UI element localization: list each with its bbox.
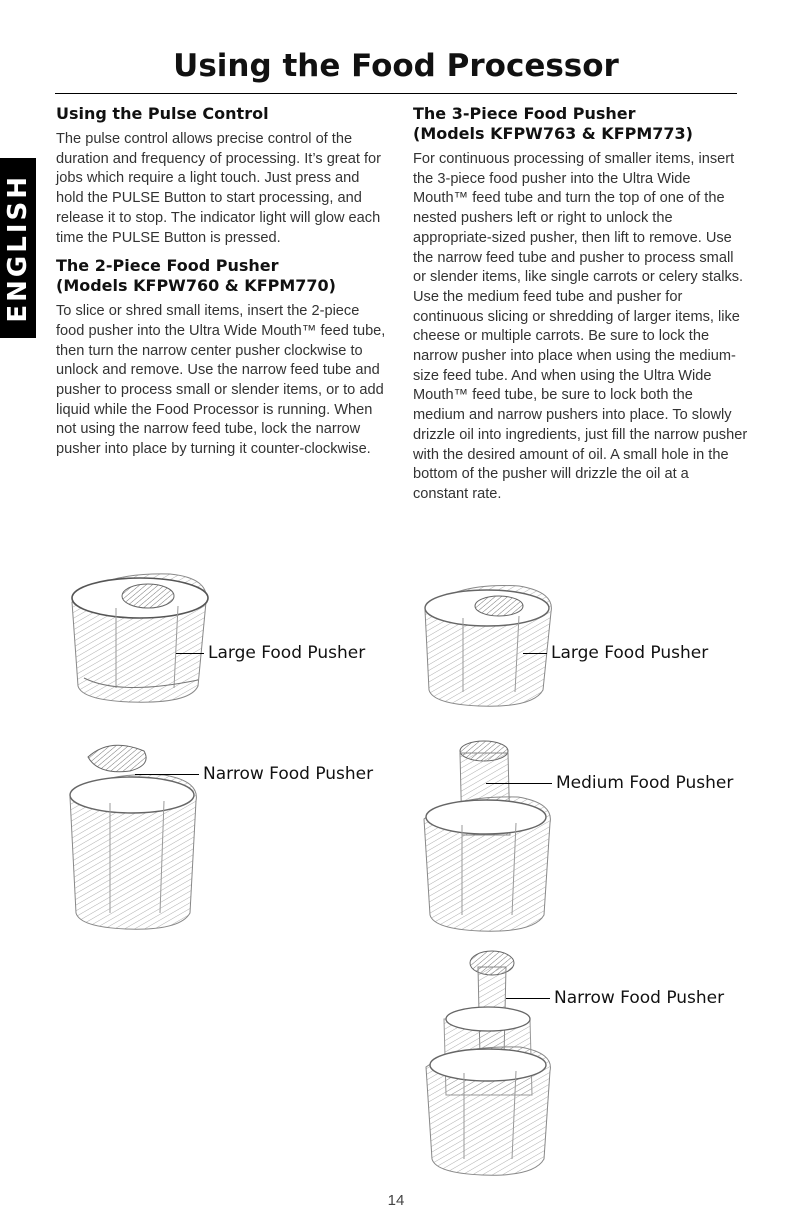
page-number: 14: [387, 1192, 405, 1209]
three-piece-pusher-heading: [413, 104, 748, 144]
three-piece-pusher-body: For continuous processing of smaller items, insert the 3-piece food pusher into the Ultra Wide Mouth™ feed tube and turn the top of one of the nested pushers left or right to unlock the appropriate-sized pusher, then lift to remove. Use the narrow feed tube and pusher to process small or slender items, like single carrots or celery stalks. Use the medium feed tube and pusher for continuous slicing or shredding of larger items, like cheese or multiple carrots. Be sure to lock the narrow pusher into place when using the medium-size feed tube. And when using the Ultra Wide Mouth™ feed tube, be sure to lock both the medium and narrow pushers into place. To slowly drizzle oil into ingredients, just fill the narrow pusher with the desired amount of oil. A small hole in the bottom of the pusher will drizzle the oil at a constant rate.: [413, 151, 748, 502]
right-column: [413, 104, 748, 505]
right-narrow-pusher-label: Narrow Food Pusher: [554, 988, 725, 1008]
left-narrow-pusher-callout: [135, 764, 373, 784]
three-piece-pusher-heading-line1: The 3-Piece Food Pusher: [413, 104, 636, 123]
two-piece-pusher-assembled-illustration: [60, 568, 220, 708]
left-narrow-pusher-label: Narrow Food Pusher: [203, 764, 374, 784]
page-title: Using the Food Processor: [173, 48, 619, 84]
right-large-pusher-label: Large Food Pusher: [551, 643, 709, 663]
callout-leader-line: [176, 653, 204, 654]
pulse-control-heading: Using the Pulse Control: [56, 104, 269, 123]
two-piece-pusher-body: To slice or shred small items, insert the 2-piece food pusher into the Ultra Wide Mouth™ feed tube, then turn the narrow center pusher clockwise to unlock and remove. Use the narrow feed tube and pusher to process small or slender items, or to add liquid while the Food Processor is running. When not using the narrow feed tube, lock the narrow pusher into place by turning it counter-clockwise.: [56, 303, 386, 458]
right-narrow-pusher-callout: [506, 988, 724, 1008]
left-column: [56, 104, 391, 460]
left-large-pusher-callout: [176, 643, 365, 663]
right-medium-pusher-callout: [486, 773, 733, 793]
right-medium-pusher-label: Medium Food Pusher: [556, 773, 734, 793]
pulse-control-body: The pulse control allows precise control of the duration and frequency of processing. It’s great for jobs which require a light touch. Just press and hold the PULSE Button to start processing, and release it to stop. The indicator light will glow each time the PULSE Button is pressed.: [56, 131, 382, 246]
three-piece-pusher-medium-illustration: [418, 735, 568, 935]
callout-leader-line: [486, 783, 552, 784]
callout-leader-line: [523, 653, 547, 654]
two-piece-pusher-heading-line1: The 2-Piece Food Pusher: [56, 256, 279, 276]
callout-leader-line: [135, 774, 199, 775]
three-piece-pusher-heading-line2: (Models KFPW763 & KFPM773): [413, 124, 693, 143]
language-tab: [0, 158, 36, 338]
left-large-pusher-label: Large Food Pusher: [208, 643, 366, 663]
two-piece-pusher-heading-line2: (Models KFPW760 & KFPM770): [56, 276, 336, 296]
two-piece-pusher-heading: [56, 256, 391, 296]
three-piece-pusher-narrow-illustration: [420, 945, 560, 1185]
title-divider: [55, 93, 737, 94]
language-tab-label: ENGLISH: [3, 173, 33, 323]
callout-leader-line: [506, 998, 550, 999]
right-large-pusher-callout: [523, 643, 708, 663]
